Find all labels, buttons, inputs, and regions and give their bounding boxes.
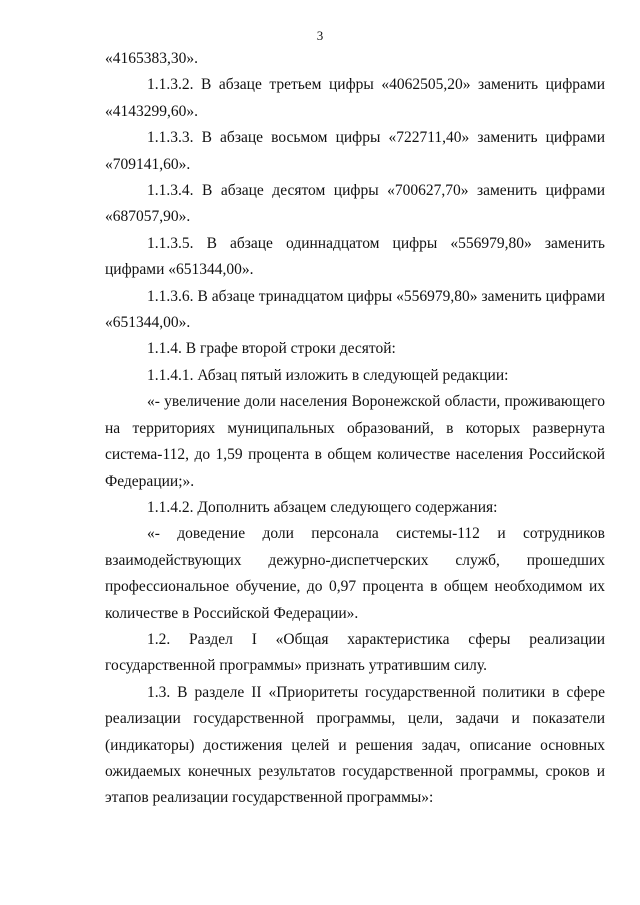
paragraph-1-2: 1.2. Раздел I «Общая характеристика сферы реализации государственной программы» признать утратившим силу. [105, 630, 605, 675]
paragraph-1-1-4-2: 1.1.4.2. Дополнить абзацем следующего содержания: [147, 498, 498, 516]
paragraph-1-1-3-3: 1.1.3.3. В абзаце восьмом цифры «722711,40» заменить цифрами «709141,60». [105, 129, 605, 173]
document-body [105, 46, 605, 812]
paragraph-1-1-3-2: 1.1.3.2. В абзаце третьем цифры «4062505,20» заменить цифрами «4143299,60». [105, 76, 605, 120]
paragraph-1-1-3-4: 1.1.3.4. В абзаце десятом цифры «700627,70» заменить цифрами «687057,90». [105, 182, 605, 226]
paragraph-quote-personnel: «- доведение доли персонала системы-112 и сотрудников взаимодействующих дежурно-диспетчерских служб, прошедших профессиональное обучение, до 0,97 процента в общем необходимом их количестве в Российской Федерации». [105, 525, 605, 622]
page-number: 3 [316, 28, 324, 43]
paragraph-1-1-3-5: 1.1.3.5. В абзаце одиннадцатом цифры «556979,80» заменить цифрами «651344,00». [105, 234, 605, 279]
paragraph-1-1-4-1: 1.1.4.1. Абзац пятый изложить в следующей редакции: [147, 366, 509, 384]
paragraph-continuation: «4165383,30». [105, 50, 198, 67]
paragraph-quote-population: «- увеличение доли населения Воронежской области, проживающего на территориях муниципальных образований, в которых развернута система-112, до 1,59 процента в общем количестве населения Российской Федерации;». [105, 393, 605, 490]
paragraph-1-3: 1.3. В разделе II «Приоритеты государственной политики в сфере реализации государственной программы, цели, задачи и показатели (индикаторы) достижения целей и решения задач, описание основных ожидаемых конечных результатов государственной программы, сроков и этапов реализации государственной программы»: [105, 683, 605, 807]
paragraph-1-1-3-6: 1.1.3.6. В абзаце тринадцатом цифры «556979,80» заменить цифрами «651344,00». [105, 287, 605, 332]
paragraph-1-1-4: 1.1.4. В графе второй строки десятой: [147, 340, 396, 358]
